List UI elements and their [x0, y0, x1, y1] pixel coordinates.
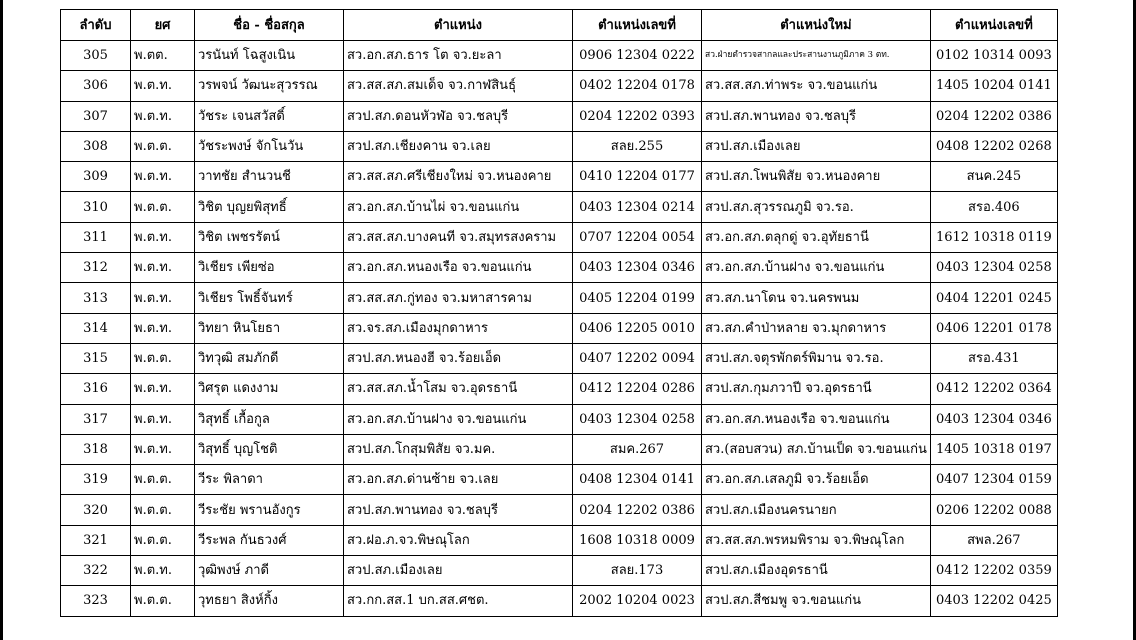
cell-position-number: 1608 10318 0009: [573, 525, 702, 555]
cell-order: 323: [61, 586, 131, 616]
cell-name: วิทยา หินโยธา: [195, 313, 344, 343]
cell-position: สว.สส.สภ.น้ำโสม จว.อุดรธานี: [344, 374, 573, 404]
left-border-bar: [0, 0, 3, 640]
table-row: [61, 465, 1058, 495]
cell-position-number: 0407 12202 0094: [573, 343, 702, 373]
table-row: [61, 374, 1058, 404]
cell-rank: พ.ต.ท.: [131, 101, 195, 131]
cell-new-position: สวป.สภ.โพนพิสัย จว.หนองคาย: [702, 162, 931, 192]
cell-new-position-number: 0206 12202 0088: [930, 495, 1057, 525]
cell-order: 306: [61, 71, 131, 101]
header-position-number: ตำแหน่งเลขที่: [573, 10, 702, 41]
cell-rank: พ.ต.ท.: [131, 374, 195, 404]
cell-position: สวป.สภ.เมืองเลย: [344, 556, 573, 586]
cell-name: วีระ พิลาดา: [195, 465, 344, 495]
cell-new-position-number: สรอ.406: [930, 192, 1057, 222]
cell-position-number: 0906 12304 0222: [573, 41, 702, 71]
cell-new-position-number: 0403 12304 0346: [930, 404, 1057, 434]
cell-new-position: สว.สส.สภ.ท่าพระ จว.ขอนแก่น: [702, 71, 931, 101]
cell-position-number: 0707 12204 0054: [573, 222, 702, 252]
cell-new-position-number: 0403 12304 0258: [930, 253, 1057, 283]
cell-position: สว.สส.สภ.ศรีเชียงใหม่ จว.หนองคาย: [344, 162, 573, 192]
cell-new-position-number: 0407 12304 0159: [930, 465, 1057, 495]
cell-new-position-number: สนค.245: [930, 162, 1057, 192]
cell-new-position: สวป.สภ.จตุรพักตร์พิมาน จว.รอ.: [702, 343, 931, 373]
cell-rank: พ.ตต.: [131, 41, 195, 71]
cell-name: วัชระ เจนสวัสดิ์: [195, 101, 344, 131]
table-row: [61, 556, 1058, 586]
cell-rank: พ.ต.ท.: [131, 404, 195, 434]
cell-rank: พ.ต.ท.: [131, 434, 195, 464]
cell-position: สว.อก.สภ.บ้านฝาง จว.ขอนแก่น: [344, 404, 573, 434]
cell-position-number: 0408 12304 0141: [573, 465, 702, 495]
cell-order: 307: [61, 101, 131, 131]
cell-rank: พ.ต.ต.: [131, 525, 195, 555]
table-body: [61, 41, 1058, 617]
cell-position-number: สลย.173: [573, 556, 702, 586]
cell-new-position: สว.ฝ่ายตำรวจสากลและประสานงานภูมิภาค 3 ตท.: [702, 41, 931, 71]
cell-order: 305: [61, 41, 131, 71]
table-row: [61, 71, 1058, 101]
cell-order: 315: [61, 343, 131, 373]
cell-new-position-number: 0406 12201 0178: [930, 313, 1057, 343]
cell-order: 321: [61, 525, 131, 555]
cell-name: วีระชัย พรานอังกูร: [195, 495, 344, 525]
cell-new-position: สว.(สอบสวน) สภ.บ้านเป็ด จว.ขอนแก่น: [702, 434, 931, 464]
cell-position-number: 0204 12202 0393: [573, 101, 702, 131]
cell-name: วิสุทธิ์ บุญโชติ: [195, 434, 344, 464]
cell-name: วิศรุต แดงงาม: [195, 374, 344, 404]
cell-order: 319: [61, 465, 131, 495]
cell-order: 309: [61, 162, 131, 192]
cell-name: วิเชียร เพียซ่อ: [195, 253, 344, 283]
cell-position: สวป.สภ.พานทอง จว.ชลบุรี: [344, 495, 573, 525]
cell-rank: พ.ต.ท.: [131, 222, 195, 252]
cell-position-number: 0403 12304 0258: [573, 404, 702, 434]
cell-new-position-number: 1405 10204 0141: [930, 71, 1057, 101]
cell-position-number: 0403 12304 0346: [573, 253, 702, 283]
table-header-row: [61, 10, 1058, 41]
cell-position: สว.สส.สภ.สมเด็จ จว.กาฬสินธุ์: [344, 71, 573, 101]
cell-new-position: สว.อก.สภ.ตลุกดู่ จว.อุทัยธานี: [702, 222, 931, 252]
cell-position: สว.อก.สภ.ด่านซ้าย จว.เลย: [344, 465, 573, 495]
cell-position-number: 0405 12204 0199: [573, 283, 702, 313]
cell-new-position: สว.สภ.นาโดน จว.นครพนม: [702, 283, 931, 313]
cell-position-number: 0402 12204 0178: [573, 71, 702, 101]
cell-rank: พ.ต.ท.: [131, 556, 195, 586]
table-row: [61, 586, 1058, 616]
cell-new-position: สว.อก.สภ.หนองเรือ จว.ขอนแก่น: [702, 404, 931, 434]
table-row: [61, 525, 1058, 555]
cell-name: วรพจน์ วัฒนะสุวรรณ: [195, 71, 344, 101]
header-order: ลำดับ: [61, 10, 131, 41]
cell-rank: พ.ต.ต.: [131, 343, 195, 373]
cell-new-position-number: 0403 12202 0425: [930, 586, 1057, 616]
cell-new-position: สวป.สภ.เมืองอุดรธานี: [702, 556, 931, 586]
cell-order: 311: [61, 222, 131, 252]
cell-new-position: สว.สส.สภ.พรหมพิราม จว.พิษณุโลก: [702, 525, 931, 555]
cell-new-position-number: 0404 12201 0245: [930, 283, 1057, 313]
cell-new-position: สวป.สภ.เมืองเลย: [702, 131, 931, 161]
cell-name: วิชิต บุญยพิสุทธิ์: [195, 192, 344, 222]
cell-rank: พ.ต.ต.: [131, 465, 195, 495]
cell-position-number: 2002 10204 0023: [573, 586, 702, 616]
cell-order: 317: [61, 404, 131, 434]
cell-name: วาทชัย สำนวนชี: [195, 162, 344, 192]
cell-new-position: สวป.สภ.กุมภวาปี จว.อุดรธานี: [702, 374, 931, 404]
cell-name: วรนันท์ โฉสูงเนิน: [195, 41, 344, 71]
table-row: [61, 313, 1058, 343]
cell-position: สว.ฝอ.ภ.จว.พิษณุโลก: [344, 525, 573, 555]
table-row: [61, 283, 1058, 313]
table-row: [61, 343, 1058, 373]
cell-new-position-number: 1405 10318 0197: [930, 434, 1057, 464]
cell-rank: พ.ต.ท.: [131, 283, 195, 313]
cell-name: วุทธยา สิงห์กิ้ง: [195, 586, 344, 616]
table-row: [61, 404, 1058, 434]
cell-name: วัชระพงษ์ จักโนวัน: [195, 131, 344, 161]
cell-new-position-number: 0102 10314 0093: [930, 41, 1057, 71]
cell-position: สว.อก.สภ.บ้านไผ่ จว.ขอนแก่น: [344, 192, 573, 222]
cell-order: 320: [61, 495, 131, 525]
cell-new-position-number: สพล.267: [930, 525, 1057, 555]
table-row: [61, 162, 1058, 192]
cell-new-position-number: 0408 12202 0268: [930, 131, 1057, 161]
cell-new-position-number: 0412 12202 0364: [930, 374, 1057, 404]
cell-position: สวป.สภ.โกสุมพิสัย จว.มค.: [344, 434, 573, 464]
cell-new-position: สวป.สภ.สุวรรณภูมิ จว.รอ.: [702, 192, 931, 222]
cell-order: 310: [61, 192, 131, 222]
cell-order: 318: [61, 434, 131, 464]
table-row: [61, 495, 1058, 525]
table-row: [61, 434, 1058, 464]
cell-position: สว.สส.สภ.กู่ทอง จว.มหาสารคาม: [344, 283, 573, 313]
cell-order: 322: [61, 556, 131, 586]
cell-position: สวป.สภ.ดอนหัวฬ่อ จว.ชลบุรี: [344, 101, 573, 131]
cell-name: วิสุทธิ์ เกื้อกูล: [195, 404, 344, 434]
cell-position-number: 0204 12202 0386: [573, 495, 702, 525]
table-row: [61, 192, 1058, 222]
header-rank: ยศ: [131, 10, 195, 41]
cell-position: สว.อก.สภ.ธาร โต จว.ยะลา: [344, 41, 573, 71]
cell-new-position: สว.อก.สภ.บ้านฝาง จว.ขอนแก่น: [702, 253, 931, 283]
cell-order: 313: [61, 283, 131, 313]
table-row: [61, 41, 1058, 71]
cell-new-position-number: 0204 12202 0386: [930, 101, 1057, 131]
table-row: [61, 101, 1058, 131]
cell-rank: พ.ต.ต.: [131, 192, 195, 222]
cell-order: 314: [61, 313, 131, 343]
cell-rank: พ.ต.ต.: [131, 586, 195, 616]
personnel-table: [60, 9, 1058, 617]
table-row: [61, 253, 1058, 283]
cell-rank: พ.ต.ต.: [131, 131, 195, 161]
cell-name: วิชิต เพชรรัตน์: [195, 222, 344, 252]
cell-position-number: 0406 12205 0010: [573, 313, 702, 343]
cell-rank: พ.ต.ท.: [131, 162, 195, 192]
cell-position-number: สมค.267: [573, 434, 702, 464]
cell-position: สว.จร.สภ.เมืองมุกดาหาร: [344, 313, 573, 343]
header-position: ตำแหน่ง: [344, 10, 573, 41]
cell-position: สว.อก.สภ.หนองเรือ จว.ขอนแก่น: [344, 253, 573, 283]
cell-new-position: สว.อก.สภ.เสลภูมิ จว.ร้อยเอ็ด: [702, 465, 931, 495]
cell-name: วิทวุฒิ สมภักดี: [195, 343, 344, 373]
cell-position: สว.กก.สส.1 บก.สส.ศชต.: [344, 586, 573, 616]
cell-rank: พ.ต.ท.: [131, 313, 195, 343]
cell-position-number: 0403 12304 0214: [573, 192, 702, 222]
cell-position-number: สลย.255: [573, 131, 702, 161]
cell-rank: พ.ต.ต.: [131, 495, 195, 525]
cell-name: วิเชียร โพธิ์จันทร์: [195, 283, 344, 313]
cell-new-position-number: 0412 12202 0359: [930, 556, 1057, 586]
cell-new-position-number: 1612 10318 0119: [930, 222, 1057, 252]
header-name: ชื่อ - ชื่อสกุล: [195, 10, 344, 41]
table-row: [61, 131, 1058, 161]
cell-position: สวป.สภ.หนองฮี จว.ร้อยเอ็ด: [344, 343, 573, 373]
cell-new-position: สวป.สภ.เมืองนครนายก: [702, 495, 931, 525]
cell-position: สว.สส.สภ.บางคนที จว.สมุทรสงคราม: [344, 222, 573, 252]
cell-new-position: สวป.สภ.สีชมพู จว.ขอนแก่น: [702, 586, 931, 616]
cell-name: วุฒิพงษ์ ภาดี: [195, 556, 344, 586]
cell-position-number: 0412 12204 0286: [573, 374, 702, 404]
cell-new-position-number: สรอ.431: [930, 343, 1057, 373]
cell-new-position: สวป.สภ.พานทอง จว.ชลบุรี: [702, 101, 931, 131]
cell-rank: พ.ต.ท.: [131, 71, 195, 101]
cell-new-position: สว.สภ.คำป่าหลาย จว.มุกดาหาร: [702, 313, 931, 343]
cell-order: 312: [61, 253, 131, 283]
cell-order: 316: [61, 374, 131, 404]
header-new-position: ตำแหน่งใหม่: [702, 10, 931, 41]
table-row: [61, 222, 1058, 252]
cell-order: 308: [61, 131, 131, 161]
cell-name: วีระพล กันธวงศ์: [195, 525, 344, 555]
cell-position-number: 0410 12204 0177: [573, 162, 702, 192]
cell-rank: พ.ต.ท.: [131, 253, 195, 283]
header-new-position-number: ตำแหน่งเลขที่: [930, 10, 1057, 41]
cell-position: สวป.สภ.เชียงคาน จว.เลย: [344, 131, 573, 161]
